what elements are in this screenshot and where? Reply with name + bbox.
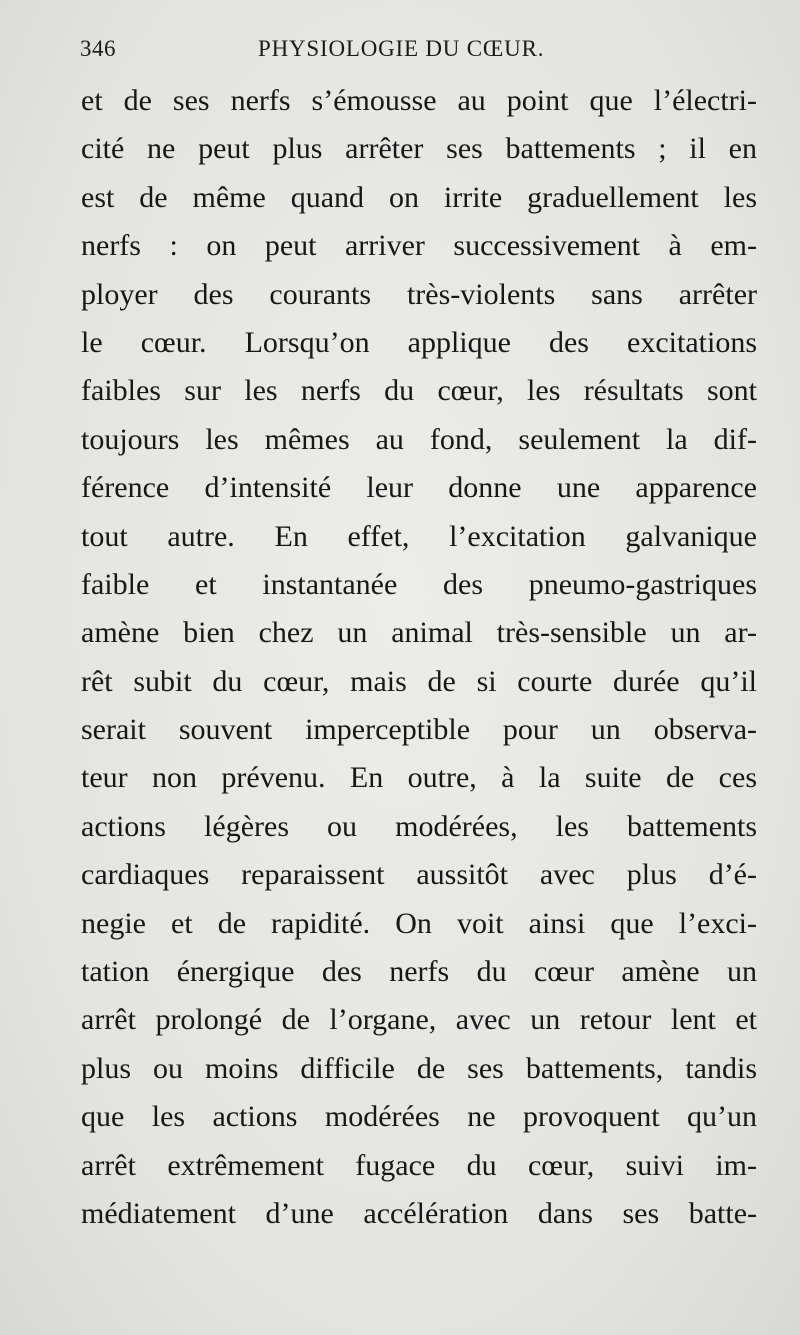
- text-line: negie et de rapidité. On voit ainsi que l’exci-: [81, 906, 757, 940]
- text-line: amène bien chez un animal très-sensible un ar-: [81, 616, 757, 650]
- body-text: [81, 77, 757, 1238]
- text-line: ployer des courants très-violents sans arrêter: [81, 277, 757, 311]
- text-line: actions légères ou modérées, les battements: [81, 809, 757, 843]
- text-line: cité ne peut plus arrêter ses battements ; il en: [81, 132, 757, 166]
- text-line: toujours les mêmes au fond, seulement la dif-: [81, 422, 757, 456]
- text-line: tation énergique des nerfs du cœur amène un: [81, 955, 757, 989]
- text-line: faible et instantanée des pneumo-gastriques: [81, 567, 757, 601]
- text-line: cardiaques reparaissent aussitôt avec plus d’é-: [81, 858, 757, 892]
- page-header: [80, 36, 760, 68]
- text-line: arrêt extrêmement fugace du cœur, suivi im-: [81, 1148, 757, 1182]
- text-line: teur non prévenu. En outre, à la suite de ces: [81, 761, 757, 795]
- text-line: médiatement d’une accélération dans ses batte-: [81, 1196, 757, 1230]
- text-line: arrêt prolongé de l’organe, avec un retour lent et: [81, 1003, 757, 1037]
- text-line: le cœur. Lorsqu’on applique des excitations: [81, 325, 757, 359]
- running-title: PHYSIOLOGIE DU CŒUR.: [258, 36, 545, 61]
- text-line: serait souvent imperceptible pour un observa-: [81, 713, 757, 747]
- text-line: férence d’intensité leur donne une apparence: [81, 471, 757, 505]
- text-line: nerfs : on peut arriver successivement à em-: [81, 229, 757, 263]
- text-line: faibles sur les nerfs du cœur, les résultats sont: [81, 374, 757, 408]
- text-line: est de même quand on irrite graduellement les: [81, 180, 757, 214]
- text-line: que les actions modérées ne provoquent qu’un: [81, 1100, 757, 1134]
- text-line: plus ou moins difficile de ses battements, tandis: [81, 1051, 757, 1085]
- text-line: tout autre. En effet, l’excitation galvanique: [81, 519, 757, 553]
- page-number: 346: [80, 36, 116, 61]
- text-line: et de ses nerfs s’émousse au point que l’électri-: [81, 84, 757, 117]
- text-line: rêt subit du cœur, mais de si courte durée qu’il: [81, 664, 757, 698]
